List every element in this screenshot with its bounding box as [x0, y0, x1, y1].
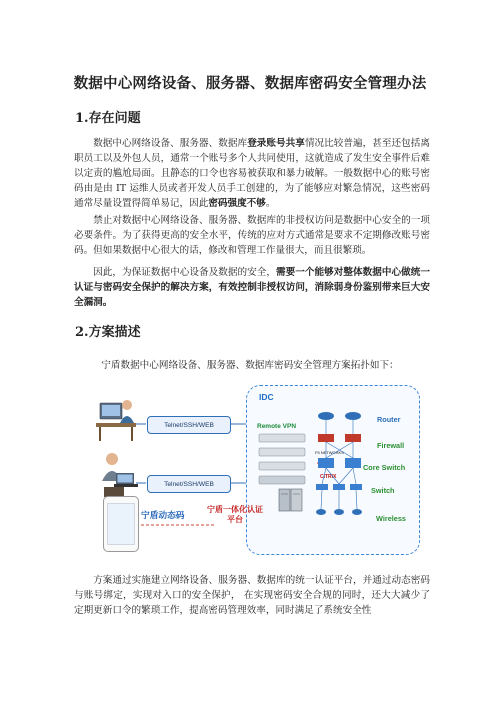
layer-label-wireless: Wireless — [376, 514, 406, 523]
text-run: 因此，为保证数据中心设备及数据的安全， — [93, 267, 277, 278]
auth-server-icon — [277, 487, 305, 513]
text-run: 。 — [265, 198, 276, 209]
mobile-phone-icon — [103, 496, 139, 552]
document-title: 数据中心网络设备、服务器、数据库密码安全管理办法 — [73, 75, 427, 92]
core-switch-icons — [318, 458, 361, 468]
connection-protocol-box-bottom: Telnet/SSH/WEB — [147, 475, 231, 493]
idc-zone — [246, 385, 420, 555]
phone-screen — [107, 503, 135, 545]
topology-diagram — [96, 385, 418, 557]
paragraph-solution-1: 方案通过实施建立网络设备、服务器、数据库的统一认证平台，并通过动态密码与账号绑定，实现对入口的安全保护， 在实现密码安全合规的同时，还大大减少了定期更新口令的繁琐工作，提高密码管理效率，同时满足了系统安全性 — [74, 575, 430, 616]
text-run: 情况比较普遍，甚至还包括离职员工以及外包人员，通常一个账号多个人共同使用，这就造成了发生安全事件后难以定责的尴尬局面。且静态的口令也容易被获取和暴力破解。一般数据中心的账号密码由是由 IT 运维人员或者开发人员手工创建的，为了能够应对繁急情况，这些密码通常尽量设置得简单易记，因此 — [74, 138, 431, 209]
vpn-appliances-icon — [257, 432, 317, 490]
bold-run: 密码强度不够 — [208, 198, 266, 209]
layer-label-core-switch: Core Switch — [363, 463, 406, 472]
paragraph-problem-1 — [74, 136, 430, 211]
firewall-icons — [318, 434, 361, 442]
bold-run: 登录账号共享 — [247, 138, 305, 149]
vendor-label-citrix: CITRIX — [320, 474, 337, 480]
paragraph-problem-3 — [74, 265, 430, 310]
router-icons — [318, 412, 361, 420]
idc-label: IDC — [259, 392, 274, 402]
text-run: 数据中心网络设备、服务器、数据库 — [93, 138, 248, 149]
section-heading-problems: 1.存在问题 — [75, 111, 141, 126]
layer-label-firewall: Firewall — [377, 441, 405, 450]
layer-label-router: Router — [377, 415, 401, 424]
paragraph-problem-2: 禁止对数据中心网络设备、服务器、数据库的非授权访问是数据中心安全的一项必要条件。为了获得更高的安全水平，传统的应对方式通常是要求不定期修改账号密码。但如果数据中心很大的话，修改和管理工作量很大，而且很繁琐。 — [74, 215, 430, 256]
connection-protocol-box-top: Telnet/SSH/WEB — [147, 416, 231, 434]
remote-vpn-label: Remote VPN — [257, 423, 297, 430]
switch-icons — [316, 484, 362, 490]
dynamic-code-label: 宁盾动态码 — [141, 511, 185, 521]
diagram-caption: 宁盾数据中心网络设备、服务器、数据库密码安全管理方案拓扑如下： — [101, 360, 399, 371]
section-heading-solution: 2.方案描述 — [75, 325, 141, 340]
layer-label-switch: Switch — [371, 486, 395, 495]
wireless-ap-icons — [316, 509, 362, 515]
vendor-label-f5: F5 NETWORKS — [315, 450, 344, 455]
auth-platform-label: 宁盾一体化认证平台 — [207, 504, 263, 524]
bold-run: 需要一个能够对整体数据中心做统一认证与密码安全保护的解决方案，有效控制非授权访问，消除弱身份鉴别带来巨大安全漏洞。 — [74, 267, 431, 308]
